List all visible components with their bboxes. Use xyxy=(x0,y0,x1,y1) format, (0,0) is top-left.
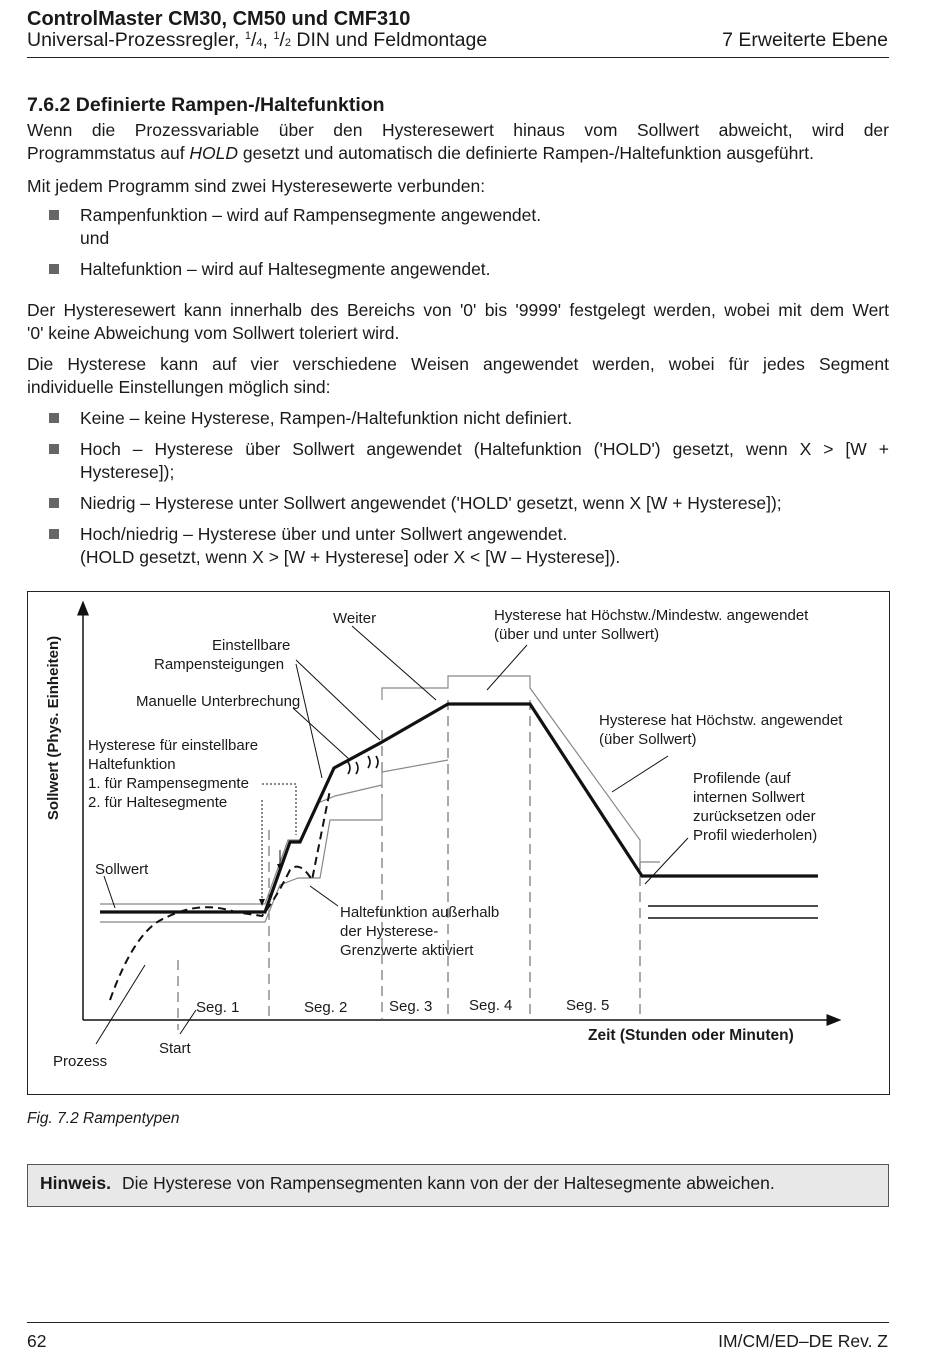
p3-line1: Der Hysteresewert kann innerhalb des Bereichs von '0' bis '9999' festgelegt werden, wobei mit dem Wert xyxy=(27,300,889,320)
bullet-text: Hoch – Hysterese über Sollwert angewendet (Haltefunktion ('HOLD') gesetzt, wenn X > [W + xyxy=(80,439,889,459)
header-chapter: 7 Erweiterte Ebene xyxy=(722,29,888,51)
p1-line2-a: Programmstatus auf xyxy=(27,143,190,163)
frac1-den: 4 xyxy=(256,37,263,49)
label-einstellbare-1: Einstellbare xyxy=(212,637,291,654)
label-hyst-both-2: (über und unter Sollwert) xyxy=(494,626,660,643)
p3-line2: '0' keine Abweichung vom Sollwert toleriert wird. xyxy=(27,323,400,343)
label-profilende-1: Profilende (auf xyxy=(693,770,791,787)
p1-line2-b: gesetzt und automatisch die definierte Rampen-/Haltefunktion ausgeführt. xyxy=(238,143,814,163)
bullet-text: Rampenfunktion – wird auf Rampensegmente angewendet. xyxy=(80,205,542,225)
footer-rule xyxy=(27,1322,889,1323)
label-weiter: Weiter xyxy=(333,610,377,627)
label-halte-2: der Hysterese- xyxy=(340,923,439,940)
pointer-lines xyxy=(96,626,688,1044)
subtitle-suffix: DIN und Feldmontage xyxy=(291,29,488,51)
note-box xyxy=(27,1164,889,1207)
frac1-num: 1 xyxy=(244,30,251,42)
label-hyst-einst-2: Haltefunktion xyxy=(88,756,176,773)
label-halte-1: Haltefunktion außerhalb xyxy=(340,904,500,921)
doc-reference: IM/CM/ED–DE Rev. Z xyxy=(718,1331,888,1351)
page-number: 62 xyxy=(27,1331,47,1351)
header-subtitle: Universal-Prozessregler, $^1$/4, $^1$/2 DIN und Feldmontage xyxy=(27,29,488,51)
label-manuelle: Manuelle Unterbrechung xyxy=(136,693,301,710)
p1-line1: Wenn die Prozessvariable über den Hysteresewert hinaus vom Sollwert abweicht, wird der xyxy=(27,120,889,140)
segment-label-1: Seg. 1 xyxy=(196,999,240,1016)
label-hyst-high-2: (über Sollwert) xyxy=(599,731,697,748)
frac2-num: 1 xyxy=(273,30,280,42)
label-hyst-einst-3: 1. für Rampensegmente xyxy=(88,775,249,792)
label-start: Start xyxy=(159,1040,191,1057)
frac2-den: 2 xyxy=(284,37,292,49)
p4-line1: Die Hysterese kann auf vier verschiedene Weisen angewendet werden, wobei für jedes Segment xyxy=(27,354,889,374)
label-hyst-einst-4: 2. für Haltesegmente xyxy=(88,794,228,811)
label-hyst-high-1: Hysterese hat Höchstw. angewendet xyxy=(599,712,843,729)
segment-label-4: Seg. 4 xyxy=(469,997,513,1014)
x-axis-label: Zeit (Stunden oder Minuten) xyxy=(588,1027,794,1044)
figure-caption: Fig. 7.2 Rampentypen xyxy=(27,1110,180,1127)
bullet-text-line2: Hysterese]); xyxy=(80,462,175,482)
section-heading: 7.6.2 Definierte Rampen-/Haltefunktion xyxy=(27,94,385,116)
label-profilende-2: internen Sollwert xyxy=(693,789,805,806)
segment-label-5: Seg. 5 xyxy=(566,997,610,1014)
label-profilende-3: zurücksetzen oder xyxy=(693,808,816,825)
p1-line2-italic: HOLD xyxy=(189,143,239,163)
bullet-text: Hoch/niedrig – Hysterese über und unter Sollwert angewendet. xyxy=(80,524,568,544)
label-hyst-both-1: Hysterese hat Höchstw./Mindestw. angewendet xyxy=(494,607,809,624)
y-axis-label: Sollwert (Phys. Einheiten) xyxy=(45,635,62,821)
p4-line2: individuelle Einstellungen möglich sind: xyxy=(27,377,331,397)
bullet-text: Haltefunktion – wird auf Haltesegmente angewendet. xyxy=(80,259,491,279)
p2: Mit jedem Programm sind zwei Hysteresewerte verbunden: xyxy=(27,176,486,196)
label-sollwert: Sollwert xyxy=(95,861,149,878)
segment-label-3: Seg. 3 xyxy=(389,998,433,1015)
bullet-text-line2: (HOLD gesetzt, wenn X > [W + Hysterese] oder X < [W – Hysterese]). xyxy=(80,547,621,567)
segment-label-2: Seg. 2 xyxy=(304,999,348,1016)
label-einstellbare-2: Rampensteigungen xyxy=(154,656,285,673)
label-hyst-einst-1: Hysterese für einstellbare xyxy=(88,737,259,754)
frac-sep: , xyxy=(262,29,274,51)
subtitle-prefix: Universal-Prozessregler, xyxy=(27,29,245,51)
bullet-text: Niedrig – Hysterese unter Sollwert angewendet ('HOLD' gesetzt, wenn X [W + Hysterese]); xyxy=(80,493,782,513)
label-profilende-4: Profil wiederholen) xyxy=(693,827,818,844)
label-prozess: Prozess xyxy=(53,1053,108,1070)
note-bold: Hinweis. xyxy=(40,1173,111,1193)
header-title: ControlMaster CM30, CM50 und CMF310 xyxy=(27,8,411,30)
label-halte-3: Grenzwerte aktiviert xyxy=(340,942,474,959)
note-text: Die Hysterese von Rampensegmenten kann von der der Haltesegmente abweichen. xyxy=(122,1173,775,1193)
bullet-text-line2: und xyxy=(80,228,110,248)
bullet-text: Keine – keine Hysterese, Rampen-/Haltefunktion nicht definiert. xyxy=(80,408,573,428)
